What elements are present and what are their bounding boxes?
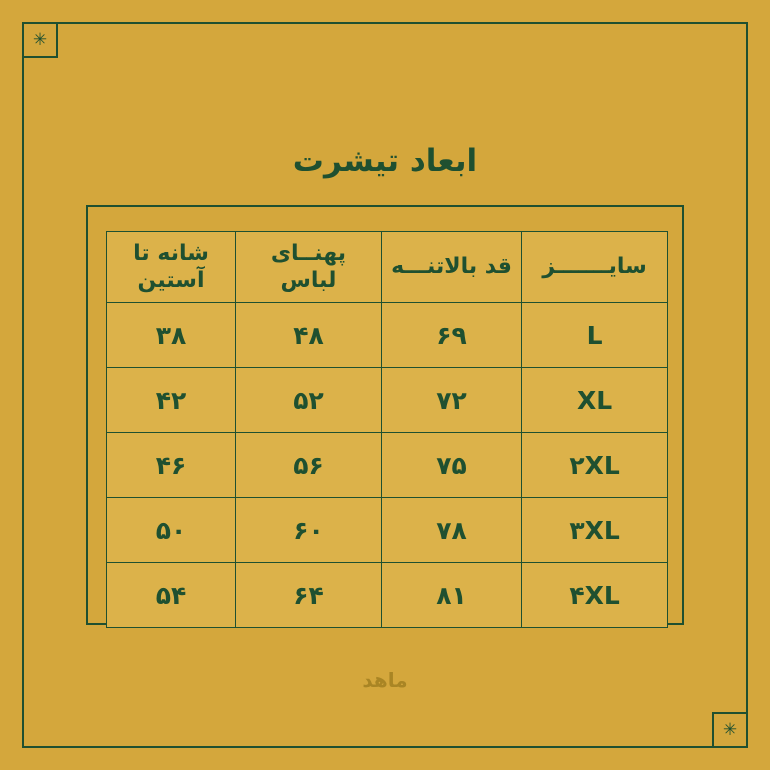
table-decorative-frame — [86, 205, 684, 625]
cell-length: ۷۸ — [381, 498, 521, 563]
cell-length: ۸۱ — [381, 563, 521, 628]
size-table-container — [106, 231, 668, 610]
cell-size: L — [522, 303, 668, 368]
table-row — [107, 303, 668, 368]
brand-logo-text: ماهد — [362, 668, 408, 692]
table-header-row — [107, 232, 668, 303]
star-icon-bottom-right: ✳ — [722, 720, 738, 740]
cell-width: ۴۸ — [236, 303, 382, 368]
column-header-size: سایـــــــز — [522, 232, 668, 303]
table-row — [107, 563, 668, 628]
cell-size: ۳XL — [522, 498, 668, 563]
cell-shoulder: ۴۲ — [107, 368, 236, 433]
corner-box-top-left — [22, 22, 58, 58]
frame-corner-top-left — [662, 205, 684, 227]
cell-length: ۷۵ — [381, 433, 521, 498]
table-row — [107, 368, 668, 433]
page-title: ابعاد تیشرت — [292, 143, 478, 179]
table-row — [107, 498, 668, 563]
cell-width: ۵۲ — [236, 368, 382, 433]
cell-shoulder: ۵۰ — [107, 498, 236, 563]
star-icon-top-left: ✳ — [32, 30, 48, 50]
cell-shoulder: ۵۴ — [107, 563, 236, 628]
size-table — [106, 231, 668, 628]
column-header-width: پهنــای لباس — [236, 232, 382, 303]
cell-size: ۲XL — [522, 433, 668, 498]
frame-corner-top-right — [86, 205, 108, 227]
cell-shoulder: ۴۶ — [107, 433, 236, 498]
cell-width: ۶۴ — [236, 563, 382, 628]
cell-length: ۷۲ — [381, 368, 521, 433]
cell-length: ۶۹ — [381, 303, 521, 368]
frame-corner-bottom-right — [86, 603, 108, 625]
cell-width: ۶۰ — [236, 498, 382, 563]
cell-size: XL — [522, 368, 668, 433]
column-header-length: قد بالاتنـــه — [381, 232, 521, 303]
table-row — [107, 433, 668, 498]
cell-shoulder: ۳۸ — [107, 303, 236, 368]
corner-box-bottom-right — [712, 712, 748, 748]
cell-size: ۴XL — [522, 563, 668, 628]
cell-width: ۵۶ — [236, 433, 382, 498]
column-header-shoulder: شانه تا آستین — [107, 232, 236, 303]
